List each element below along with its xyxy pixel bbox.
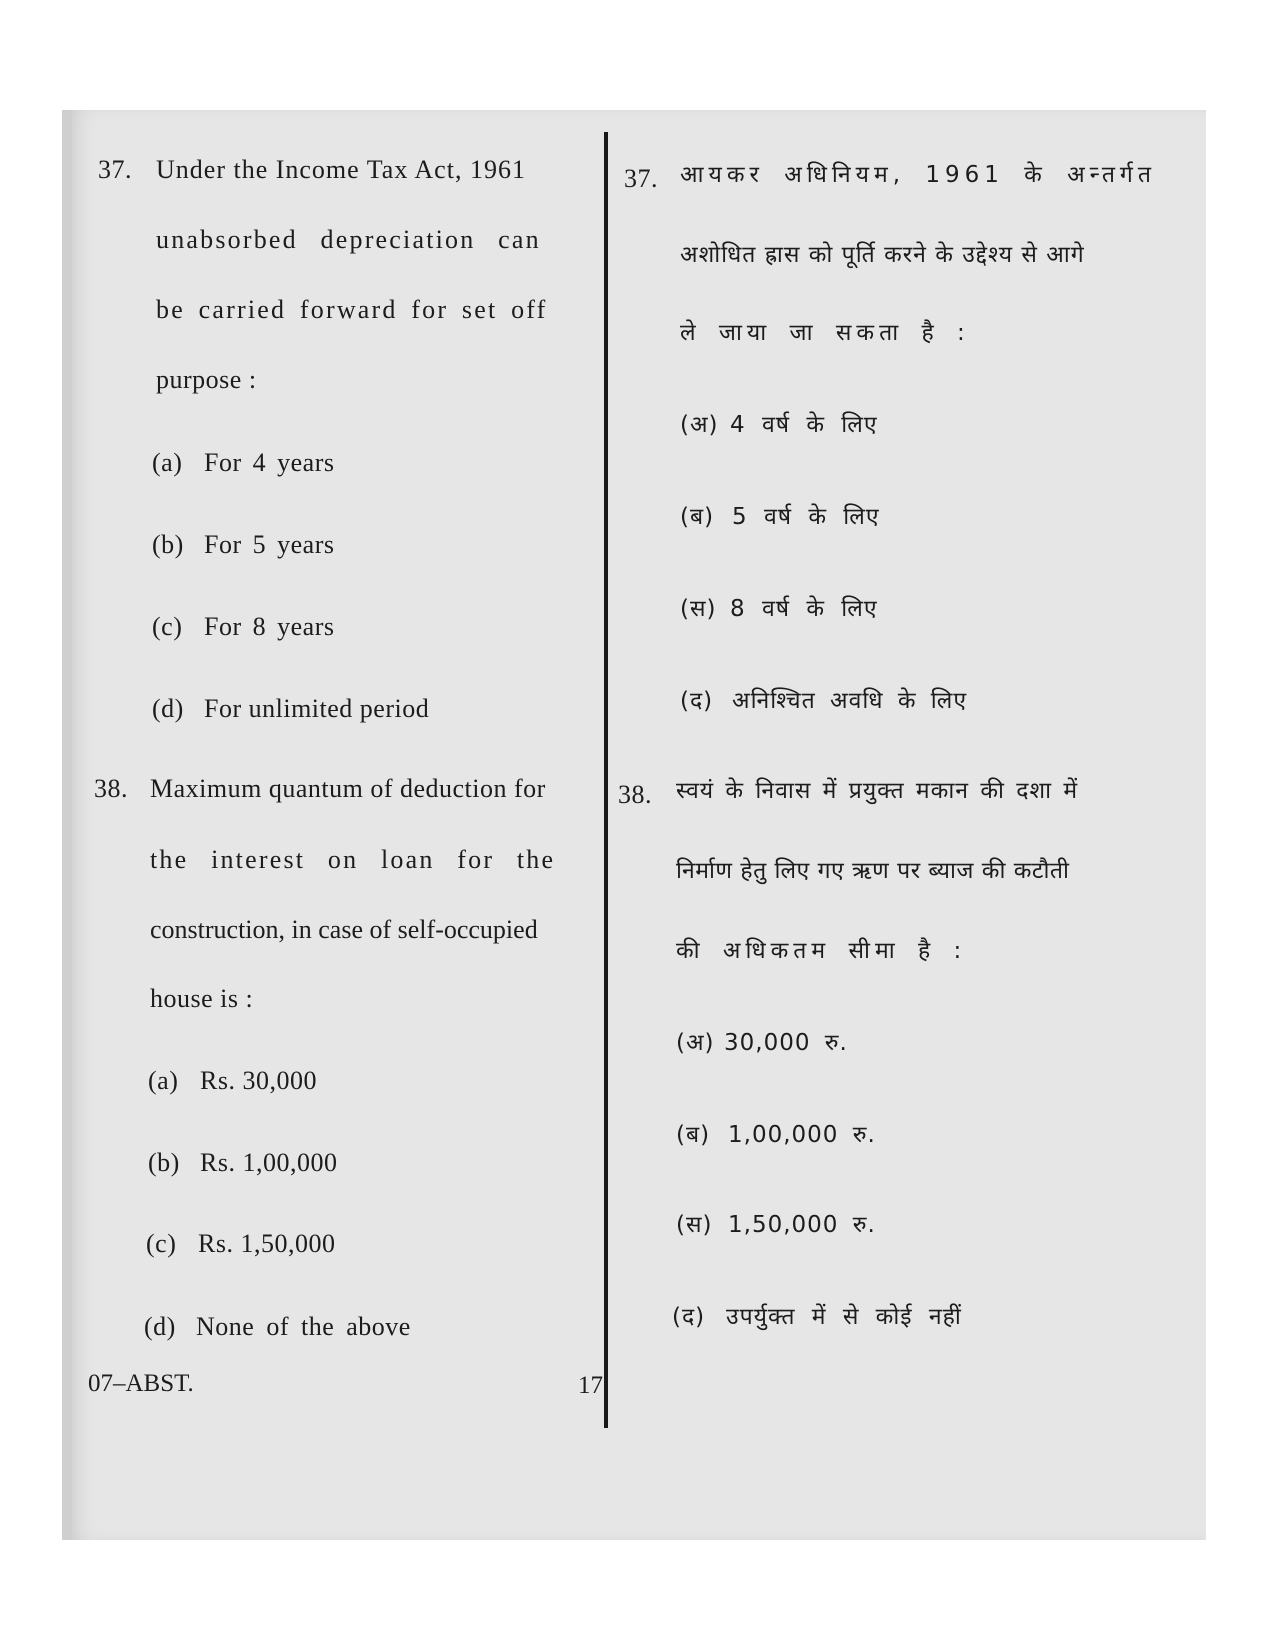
hindi-q37-option-b-label: (ब): [680, 504, 715, 530]
hindi-q37-option-a-text: 4 वर्ष के लिए: [730, 412, 878, 438]
hindi-q38-option-b-label: (ब): [676, 1122, 711, 1148]
column-divider: [604, 132, 608, 1428]
q38-option-d-text: None of the above: [196, 1312, 411, 1341]
question-38-line-3: construction, in case of self-occupied: [150, 915, 538, 944]
hindi-question-38-number: 38.: [618, 780, 652, 809]
hindi-q38-option-d-text: उपर्युक्त में से कोई नहीं: [726, 1304, 962, 1330]
question-38-line-4: house is :: [150, 984, 254, 1013]
question-38-line-2: the interest on loan for the: [150, 845, 556, 874]
question-38-line-1: Maximum quantum of deduction for: [150, 774, 546, 803]
question-38-number: 38.: [94, 774, 128, 803]
q37-option-d-text: For unlimited period: [204, 694, 430, 723]
q37-option-b-text: For 5 years: [204, 530, 335, 559]
q37-option-b-label: (b): [152, 530, 184, 559]
q37-option-a-label: (a): [152, 448, 183, 477]
hindi-q37-option-d-label: (द): [680, 688, 714, 714]
q38-option-b-text: Rs. 1,00,000: [200, 1148, 338, 1177]
page-edge-shadow: [62, 110, 72, 1540]
q38-option-d-label: (d): [144, 1312, 176, 1341]
q38-option-a-text: Rs. 30,000: [200, 1066, 317, 1095]
hindi-q38-option-b-text: 1,00,000 रु.: [728, 1122, 876, 1148]
hindi-question-37-number: 37.: [624, 164, 658, 193]
hindi-q37-option-a-label: (अ): [680, 412, 719, 438]
hindi-question-38-line-3: की अधिकतम सीमा है :: [676, 938, 967, 964]
paper-code: 07–ABST.: [88, 1370, 194, 1397]
q37-option-a-text: For 4 years: [204, 448, 335, 477]
question-37-number: 37.: [98, 155, 132, 184]
q38-option-c-text: Rs. 1,50,000: [198, 1229, 336, 1258]
page-number: 17: [578, 1372, 603, 1399]
hindi-q37-option-d-text: अनिश्चित अवधि के लिए: [732, 688, 968, 714]
q38-option-c-label: (c): [146, 1229, 177, 1258]
hindi-question-38-line-2: निर्माण हेतु लिए गए ऋण पर ब्याज की कटौती: [676, 858, 1070, 884]
hindi-question-37-line-2: अशोधित ह्रास को पूर्ति करने के उद्देश्य से आगे: [680, 242, 1085, 268]
question-37-line-4: purpose :: [156, 365, 257, 394]
hindi-q37-option-c-label: (स): [680, 596, 717, 622]
hindi-question-37-line-1: आयकर अधिनियम, 1961 के अन्तर्गत: [680, 162, 1156, 188]
q38-option-b-label: (b): [148, 1148, 180, 1177]
hindi-q38-option-c-label: (स): [676, 1212, 713, 1238]
question-37-line-2: unabsorbed depreciation can: [156, 225, 541, 254]
hindi-q38-option-d-label: (द): [672, 1304, 706, 1330]
q37-option-c-text: For 8 years: [204, 612, 335, 641]
question-37-line-1: Under the Income Tax Act, 1961: [156, 155, 526, 184]
hindi-q38-option-a-label: (अ): [676, 1030, 715, 1056]
q37-option-c-label: (c): [152, 612, 183, 641]
q38-option-a-label: (a): [148, 1066, 179, 1095]
hindi-question-37-line-3: ले जाया जा सकता है :: [680, 320, 970, 346]
hindi-q38-option-a-text: 30,000 रु.: [724, 1030, 848, 1056]
hindi-q37-option-b-text: 5 वर्ष के लिए: [732, 504, 880, 530]
hindi-question-38-line-1: स्वयं के निवास में प्रयुक्त मकान की दशा में: [676, 778, 1079, 804]
hindi-q38-option-c-text: 1,50,000 रु.: [728, 1212, 876, 1238]
q37-option-d-label: (d): [152, 694, 184, 723]
question-37-line-3: be carried forward for set off: [156, 295, 548, 324]
hindi-q37-option-c-text: 8 वर्ष के लिए: [730, 596, 878, 622]
